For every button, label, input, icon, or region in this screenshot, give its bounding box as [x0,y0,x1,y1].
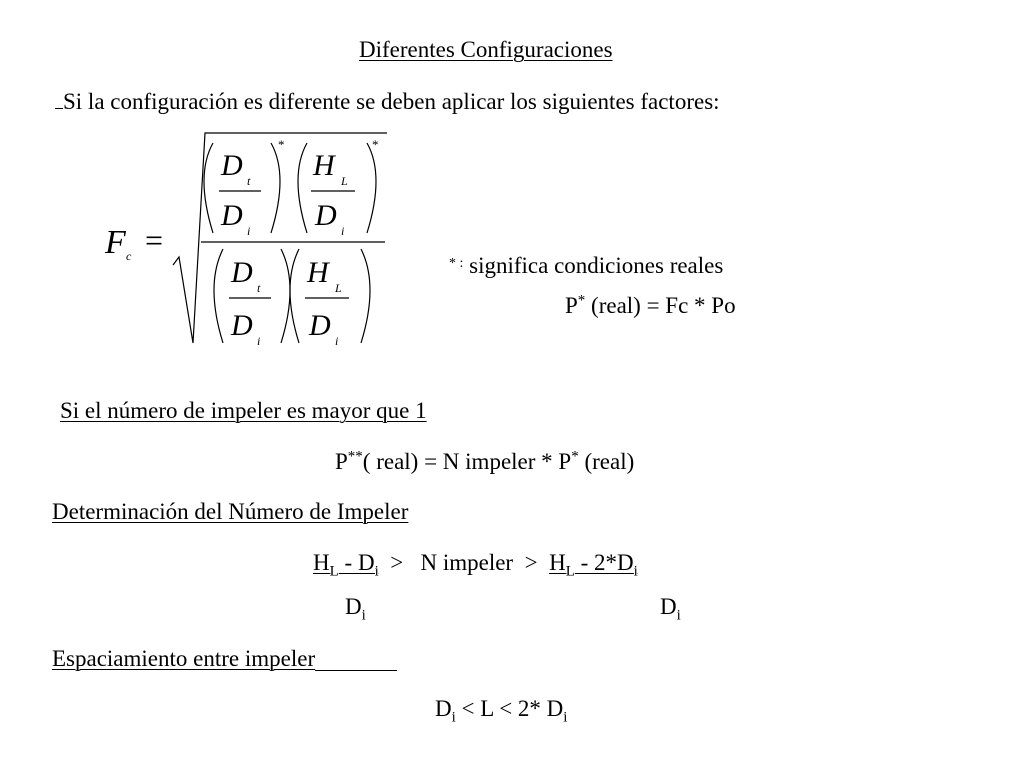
p-real-p: P [565,293,578,318]
numero-heading: Determinación del Número de Impeler [52,499,409,524]
espaciamiento-heading-wrap [52,647,397,671]
bottom-di2-sub: i [335,334,339,348]
top-hl-sub: L [341,174,348,188]
impeler-eq-sup2: * [571,448,579,465]
intro-text [55,90,720,113]
top-star-2: * [372,137,379,152]
equals-sign: = [145,222,164,258]
intro-label: Si la configuración es diferente se deben aplicar los siguientes factores: [63,89,720,114]
bottom-dt-numerator: D [231,256,253,289]
p-real-rest: (real) = Fc * Po [585,293,736,318]
numero-left-denominator: $D_i$ [345,594,366,624]
fc-subscript: c [126,249,132,263]
top-star-1: * [278,137,285,152]
fc-formula [95,125,395,355]
impeler-eq-end: (real) [578,449,635,474]
impeler-heading: Si el número de impeler es mayor que 1 [60,398,427,423]
top-hl-numerator: H [313,149,335,182]
espaciamiento-heading: Espaciamiento entre impeler [52,646,316,671]
note-marker: * : [449,256,464,271]
top-di2-denominator: D [315,199,337,232]
bottom-hl-sub: L [335,281,342,295]
numero-middle: > N impeler > [378,550,550,575]
impeler-eq-mid: ( real) = N impeler * P [362,449,572,474]
numero-inequality [313,550,652,580]
espaciamiento-equation: $D_i < L < 2*$ $D_i$ [435,696,568,726]
p-real-equation [565,294,736,317]
page-title: Diferentes Configuraciones [359,37,613,62]
note-line [449,254,723,277]
top-dt-numerator: D [221,149,243,182]
numero-right-numerator: $H_L - 2*D_i$ [549,550,638,580]
impeler-eq-p: P [335,449,348,474]
bottom-right-paren-close [361,249,370,343]
bottom-left-paren-close [281,249,290,343]
bottom-di-sub: i [257,334,261,348]
bottom-di2-denominator: D [309,309,331,342]
top-di-sub: i [247,224,251,238]
impeler-eq-sup1: ** [347,448,363,465]
bottom-right-paren-open [290,249,299,343]
impeler-equation [335,450,634,473]
p-real-star: * [577,292,586,309]
top-left-paren-close [271,143,280,233]
numero-right-denominator: $D_i$ [660,594,681,624]
top-left-paren-open [204,143,213,233]
espaciamiento-rule [315,670,397,671]
note-text: significa condiciones reales [469,253,724,278]
bottom-left-paren-open [214,249,223,343]
top-right-paren-close [367,143,376,233]
bottom-hl-numerator: H [307,256,329,289]
top-di2-sub: i [341,224,345,238]
bottom-dt-sub: t [257,281,261,295]
top-dt-sub: t [247,174,251,188]
intro-bullet [55,108,63,109]
bottom-di-denominator: D [231,309,253,342]
numero-left-numerator: $H_L - D_i$ [313,550,379,580]
fc-symbol: F [105,224,126,261]
top-di-denominator: D [221,199,243,232]
top-right-paren-open [298,143,307,233]
